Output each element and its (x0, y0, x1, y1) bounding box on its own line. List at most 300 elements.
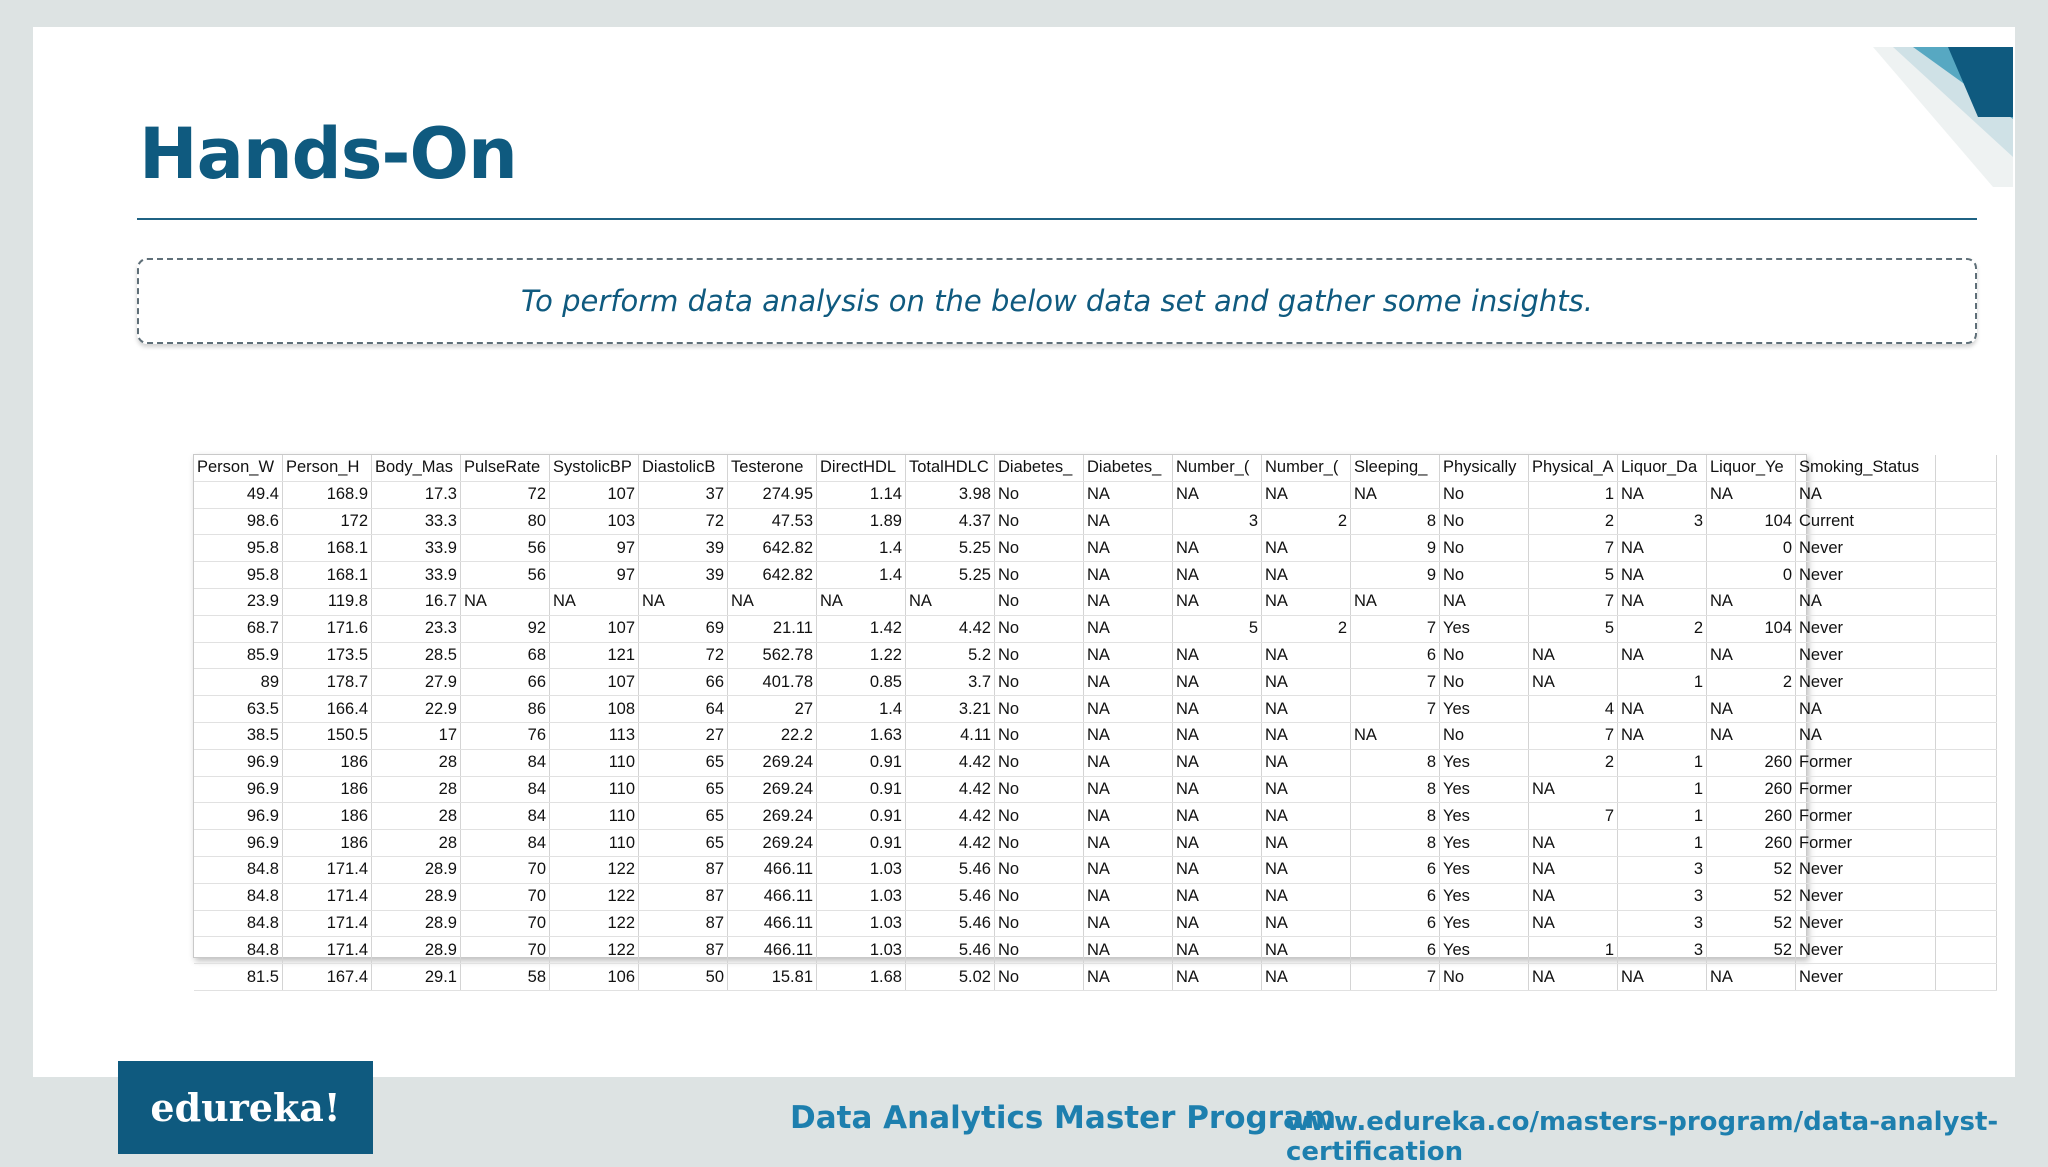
table-cell: 1.63 (817, 722, 906, 749)
table-cell: 37 (639, 481, 728, 508)
table-cell: 92 (461, 615, 550, 642)
table-row (194, 508, 1997, 535)
table-cell: 2 (1262, 508, 1351, 535)
table-cell: 4.42 (906, 830, 995, 857)
table-cell: 1.03 (817, 883, 906, 910)
table-cell: 28 (372, 776, 461, 803)
table-cell: 6 (1351, 937, 1440, 964)
table-cell (1936, 910, 1997, 937)
table-cell: 72 (639, 642, 728, 669)
column-header: DiastolicB (639, 455, 728, 481)
table-cell: 166.4 (283, 696, 372, 723)
table-cell: 6 (1351, 856, 1440, 883)
table-cell: 3 (1618, 937, 1707, 964)
table-cell: 110 (550, 776, 639, 803)
table-cell: 269.24 (728, 830, 817, 857)
table-cell: 7 (1351, 964, 1440, 991)
table-cell: 107 (550, 615, 639, 642)
table-cell: 65 (639, 803, 728, 830)
table-cell: 0.91 (817, 776, 906, 803)
table-cell: 6 (1351, 642, 1440, 669)
table-cell (1936, 803, 1997, 830)
table-cell: 3.7 (906, 669, 995, 696)
table-cell: 108 (550, 696, 639, 723)
table-cell: NA (1351, 588, 1440, 615)
table-cell: 89 (194, 669, 283, 696)
table-cell: 7 (1351, 669, 1440, 696)
table-cell: NA (1084, 669, 1173, 696)
table-cell: 29.1 (372, 964, 461, 991)
table-row (194, 588, 1997, 615)
table-cell: NA (1084, 856, 1173, 883)
table-cell: No (995, 535, 1084, 562)
table-cell: No (995, 588, 1084, 615)
table-cell: NA (1707, 642, 1796, 669)
table-cell: 84 (461, 749, 550, 776)
table-cell: 58 (461, 964, 550, 991)
column-header: SystolicBP (550, 455, 639, 481)
table-cell: 70 (461, 937, 550, 964)
table-cell: No (1440, 669, 1529, 696)
table-cell: 56 (461, 562, 550, 589)
table-cell: 16.7 (372, 588, 461, 615)
table-cell: 64 (639, 696, 728, 723)
table-cell: 23.3 (372, 615, 461, 642)
table-row (194, 883, 1997, 910)
table-cell: NA (1173, 937, 1262, 964)
table-cell: NA (1173, 749, 1262, 776)
table-cell: No (1440, 562, 1529, 589)
table-cell: 8 (1351, 803, 1440, 830)
table-cell: NA (1440, 588, 1529, 615)
table-cell: No (995, 642, 1084, 669)
table-cell: NA (1618, 696, 1707, 723)
table-cell: 0 (1707, 535, 1796, 562)
table-cell: 87 (639, 856, 728, 883)
table-cell: No (995, 803, 1084, 830)
table-row (194, 803, 1997, 830)
table-row (194, 615, 1997, 642)
table-row (194, 481, 1997, 508)
table-cell: NA (1173, 562, 1262, 589)
table-cell: 85.9 (194, 642, 283, 669)
table-cell: 4.11 (906, 722, 995, 749)
table-cell: NA (1529, 642, 1618, 669)
table-cell: 28.5 (372, 642, 461, 669)
table-cell: Yes (1440, 749, 1529, 776)
table-cell: NA (1262, 803, 1351, 830)
table-cell: 3 (1618, 883, 1707, 910)
edureka-logo (118, 1061, 373, 1154)
table-cell: 68.7 (194, 615, 283, 642)
table-cell: No (1440, 642, 1529, 669)
table-cell: NA (1262, 642, 1351, 669)
table-cell: 28 (372, 803, 461, 830)
table-cell: No (995, 562, 1084, 589)
table-cell: 28.9 (372, 937, 461, 964)
table-cell (1936, 642, 1997, 669)
table-cell: 96.9 (194, 830, 283, 857)
column-header: PulseRate (461, 455, 550, 481)
table-cell: 0.85 (817, 669, 906, 696)
table-cell: 2 (1529, 749, 1618, 776)
table-cell: NA (1262, 910, 1351, 937)
table-cell: 110 (550, 749, 639, 776)
table-cell: 33.3 (372, 508, 461, 535)
table-cell: No (995, 830, 1084, 857)
table-cell: 122 (550, 883, 639, 910)
table-cell: NA (1173, 696, 1262, 723)
table-cell: 1.03 (817, 937, 906, 964)
table-cell: NA (1529, 883, 1618, 910)
table-cell: 7 (1529, 588, 1618, 615)
table-cell: 84.8 (194, 910, 283, 937)
table-cell: 0.91 (817, 830, 906, 857)
table-cell: 4.42 (906, 803, 995, 830)
table-cell: NA (1173, 964, 1262, 991)
table-cell: NA (1173, 588, 1262, 615)
table-cell: 171.4 (283, 910, 372, 937)
table-cell: 2 (1262, 615, 1351, 642)
table-cell: NA (906, 588, 995, 615)
table-cell: Never (1796, 535, 1936, 562)
table-cell: 15.81 (728, 964, 817, 991)
table-cell: 260 (1707, 830, 1796, 857)
column-header: Body_Mas (372, 455, 461, 481)
table-cell: 186 (283, 776, 372, 803)
table-cell: NA (1262, 535, 1351, 562)
column-header: DirectHDL (817, 455, 906, 481)
table-cell: 1 (1618, 749, 1707, 776)
table-cell: No (995, 669, 1084, 696)
table-cell: 121 (550, 642, 639, 669)
table-cell: No (995, 481, 1084, 508)
column-header: Person_H (283, 455, 372, 481)
table-cell: NA (1173, 481, 1262, 508)
table-cell: 17 (372, 722, 461, 749)
table-cell: 171.4 (283, 937, 372, 964)
table-cell: NA (1084, 696, 1173, 723)
title-divider (137, 218, 1977, 220)
table-cell: NA (1084, 481, 1173, 508)
table-cell: 0.91 (817, 749, 906, 776)
table-cell: NA (1707, 964, 1796, 991)
table-cell: 33.9 (372, 562, 461, 589)
logo-text: edureka! (150, 1085, 341, 1130)
table-cell: 119.8 (283, 588, 372, 615)
table-cell: NA (1084, 562, 1173, 589)
table-cell: NA (1084, 722, 1173, 749)
table-cell: 87 (639, 883, 728, 910)
table-cell: 84 (461, 803, 550, 830)
table-cell: 1.22 (817, 642, 906, 669)
table-cell: No (995, 937, 1084, 964)
table-cell (1936, 615, 1997, 642)
table-cell: 466.11 (728, 856, 817, 883)
table-cell: 642.82 (728, 562, 817, 589)
table-cell: 1 (1618, 776, 1707, 803)
table-cell: 260 (1707, 776, 1796, 803)
task-callout (137, 258, 1977, 344)
table-cell (1936, 696, 1997, 723)
table-cell: No (995, 856, 1084, 883)
table-cell: NA (1618, 535, 1707, 562)
table-cell: 68 (461, 642, 550, 669)
table-cell: NA (1262, 481, 1351, 508)
table-cell: 269.24 (728, 776, 817, 803)
table-cell: 5.25 (906, 562, 995, 589)
table-cell: 84 (461, 830, 550, 857)
table-cell: 52 (1707, 910, 1796, 937)
table-cell: NA (1796, 481, 1936, 508)
table-cell: 1 (1529, 937, 1618, 964)
table-cell: 9 (1351, 535, 1440, 562)
table-cell: 96.9 (194, 776, 283, 803)
table-cell: 23.9 (194, 588, 283, 615)
table-body (194, 481, 1997, 990)
table-cell: 97 (550, 535, 639, 562)
table-cell: 84 (461, 776, 550, 803)
table-cell: Former (1796, 776, 1936, 803)
corner-decoration (1853, 47, 2013, 187)
table-cell: NA (1351, 722, 1440, 749)
table-cell: 106 (550, 964, 639, 991)
column-header: Liquor_Ye (1707, 455, 1796, 481)
table-cell: 466.11 (728, 910, 817, 937)
table-cell: NA (461, 588, 550, 615)
table-cell: 7 (1529, 535, 1618, 562)
table-cell: No (995, 910, 1084, 937)
table-cell: No (995, 722, 1084, 749)
table-cell: NA (1618, 642, 1707, 669)
table-cell: 8 (1351, 508, 1440, 535)
table-row (194, 776, 1997, 803)
table-cell: NA (1262, 964, 1351, 991)
table-cell: 86 (461, 696, 550, 723)
table-cell: 52 (1707, 856, 1796, 883)
table-cell: No (1440, 535, 1529, 562)
table-cell: 39 (639, 535, 728, 562)
table-cell: 9 (1351, 562, 1440, 589)
table-cell: 21.11 (728, 615, 817, 642)
table-cell: 76 (461, 722, 550, 749)
table-cell: 95.8 (194, 562, 283, 589)
table-cell: 1.89 (817, 508, 906, 535)
table-cell: 4 (1529, 696, 1618, 723)
column-header: Number_( (1262, 455, 1351, 481)
column-header: TotalHDLC (906, 455, 995, 481)
table-cell: Yes (1440, 803, 1529, 830)
table-cell: 260 (1707, 803, 1796, 830)
table-cell: 274.95 (728, 481, 817, 508)
program-name: Data Analytics Master Program (790, 1100, 1337, 1136)
table-cell: NA (1262, 722, 1351, 749)
table-cell: Current (1796, 508, 1936, 535)
table-cell: NA (639, 588, 728, 615)
table-cell: 80 (461, 508, 550, 535)
table-cell: 7 (1351, 615, 1440, 642)
table-cell: 122 (550, 910, 639, 937)
table-cell: 1 (1618, 830, 1707, 857)
table-cell: Never (1796, 856, 1936, 883)
table-cell: 168.9 (283, 481, 372, 508)
table-cell: 1.68 (817, 964, 906, 991)
table-cell: 171.4 (283, 883, 372, 910)
table-cell: 69 (639, 615, 728, 642)
table-row (194, 696, 1997, 723)
table-cell: 642.82 (728, 535, 817, 562)
column-header: Number_( (1173, 455, 1262, 481)
table-cell: 466.11 (728, 937, 817, 964)
table-cell: NA (1618, 481, 1707, 508)
table-cell (1936, 562, 1997, 589)
table-cell: 6 (1351, 910, 1440, 937)
column-header: Person_W (194, 455, 283, 481)
table-cell: 5.25 (906, 535, 995, 562)
table-cell: NA (1351, 481, 1440, 508)
table-row (194, 856, 1997, 883)
table-cell: 33.9 (372, 535, 461, 562)
table-cell: NA (1796, 696, 1936, 723)
table-cell: Yes (1440, 696, 1529, 723)
table-cell: 1.03 (817, 856, 906, 883)
table-cell: No (995, 776, 1084, 803)
table-cell: 28.9 (372, 910, 461, 937)
table-cell: NA (1084, 883, 1173, 910)
column-header: Sleeping_ (1351, 455, 1440, 481)
table-cell: NA (1262, 883, 1351, 910)
table-cell: 2 (1707, 669, 1796, 696)
table-cell: 113 (550, 722, 639, 749)
table-cell: NA (728, 588, 817, 615)
table-cell: 1.4 (817, 696, 906, 723)
table-cell: 2 (1529, 508, 1618, 535)
table-cell: Never (1796, 937, 1936, 964)
column-header: Physical_A (1529, 455, 1618, 481)
table-cell: 103 (550, 508, 639, 535)
table-cell: NA (1084, 642, 1173, 669)
table-cell: 8 (1351, 830, 1440, 857)
table-cell: 84.8 (194, 937, 283, 964)
table-cell: 4.42 (906, 615, 995, 642)
table-cell: 49.4 (194, 481, 283, 508)
table-cell: 122 (550, 937, 639, 964)
table-cell (1936, 964, 1997, 991)
table-cell: No (995, 964, 1084, 991)
table-cell: 8 (1351, 776, 1440, 803)
table-cell: 150.5 (283, 722, 372, 749)
table-cell: 1.4 (817, 535, 906, 562)
table-cell: No (995, 615, 1084, 642)
table-cell (1936, 856, 1997, 883)
table-cell: NA (1173, 883, 1262, 910)
table-row (194, 910, 1997, 937)
table-cell: 52 (1707, 937, 1796, 964)
table-cell: 3 (1618, 508, 1707, 535)
table-row (194, 722, 1997, 749)
table-cell: 39 (639, 562, 728, 589)
table-cell: NA (1529, 910, 1618, 937)
table-cell: No (1440, 508, 1529, 535)
table-cell: 3 (1618, 856, 1707, 883)
table-cell: 70 (461, 883, 550, 910)
column-header (1936, 455, 1997, 481)
table-cell: No (1440, 722, 1529, 749)
table-cell: 3 (1618, 910, 1707, 937)
table-cell: No (995, 749, 1084, 776)
table-cell: 171.4 (283, 856, 372, 883)
table-cell: NA (550, 588, 639, 615)
table-cell: 6 (1351, 883, 1440, 910)
table-cell: 5 (1529, 562, 1618, 589)
table-cell: NA (1262, 937, 1351, 964)
table-cell: 72 (639, 508, 728, 535)
table-cell (1936, 722, 1997, 749)
table-cell: 4.42 (906, 749, 995, 776)
footer-url: www.edureka.co/masters-program/data-analyst-certification (1286, 1107, 1999, 1167)
table-cell: NA (1084, 830, 1173, 857)
table-cell (1936, 830, 1997, 857)
table-cell: NA (1262, 776, 1351, 803)
table-cell: NA (1084, 803, 1173, 830)
table-cell: No (1440, 964, 1529, 991)
table-cell: 4.42 (906, 776, 995, 803)
table-cell (1936, 937, 1997, 964)
table-cell: 96.9 (194, 749, 283, 776)
table-cell: 110 (550, 830, 639, 857)
table-cell: 81.5 (194, 964, 283, 991)
table-cell: 1 (1618, 803, 1707, 830)
table-cell: 167.4 (283, 964, 372, 991)
table-cell: NA (1796, 588, 1936, 615)
table-cell: 168.1 (283, 535, 372, 562)
table-cell: 260 (1707, 749, 1796, 776)
table-cell: Yes (1440, 910, 1529, 937)
table-cell: Never (1796, 910, 1936, 937)
table-cell: 3 (1173, 508, 1262, 535)
table-cell: 4.37 (906, 508, 995, 535)
table-cell: 110 (550, 803, 639, 830)
table-cell: 0.91 (817, 803, 906, 830)
table-cell (1936, 481, 1997, 508)
header-row (194, 455, 1997, 481)
table-cell: NA (1262, 669, 1351, 696)
table-cell: 1.03 (817, 910, 906, 937)
table-cell: NA (1173, 776, 1262, 803)
table-cell: 269.24 (728, 749, 817, 776)
table-cell: 107 (550, 481, 639, 508)
table-cell: NA (1262, 562, 1351, 589)
table-cell: 2 (1618, 615, 1707, 642)
table-cell: 7 (1529, 803, 1618, 830)
table-cell: 5.2 (906, 642, 995, 669)
table-cell: 104 (1707, 615, 1796, 642)
table-cell: 122 (550, 856, 639, 883)
table-cell: NA (1084, 615, 1173, 642)
column-header: Smoking_Status (1796, 455, 1936, 481)
table-row (194, 669, 1997, 696)
table-cell: NA (1529, 856, 1618, 883)
table-cell: 28.9 (372, 883, 461, 910)
table-cell: 0 (1707, 562, 1796, 589)
table-cell: NA (1084, 588, 1173, 615)
table-cell: 47.53 (728, 508, 817, 535)
table-cell: NA (1529, 964, 1618, 991)
table-cell: NA (1529, 776, 1618, 803)
table-cell: 401.78 (728, 669, 817, 696)
table-cell: 96.9 (194, 803, 283, 830)
table-cell: 7 (1529, 722, 1618, 749)
